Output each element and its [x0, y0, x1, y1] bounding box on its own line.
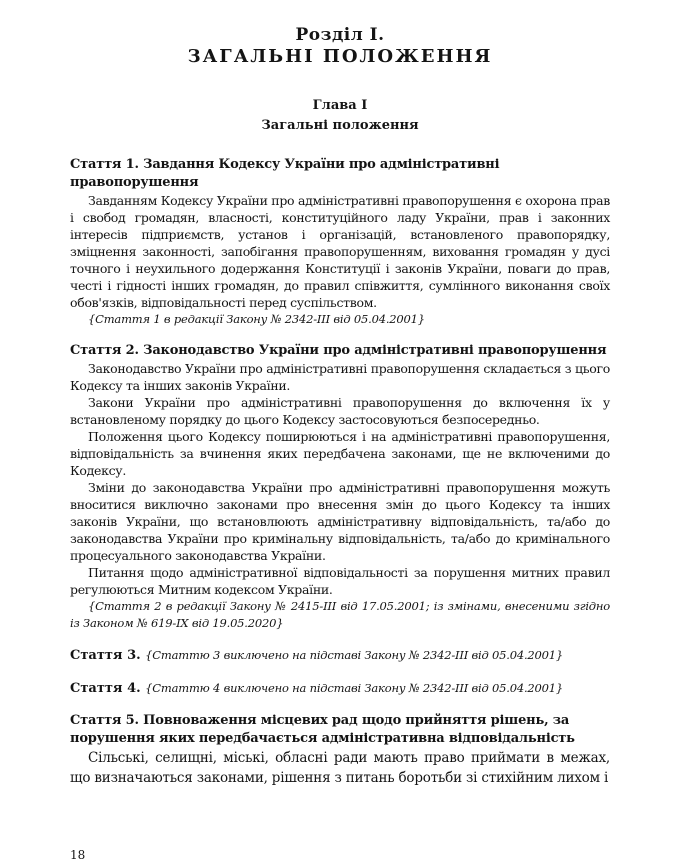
chapter-name: Загальні положення: [261, 118, 419, 133]
chapter-number: Глава I: [312, 98, 368, 113]
section-title: [70, 24, 610, 68]
article-1-title: Стаття 1. Завдання Кодексу України про адміністративні правопорушення: [70, 157, 500, 190]
article-1-note: {Стаття 1 в редакції Закону № 2342-III від 05.04.2001}: [88, 312, 425, 326]
section-number: Розділ I.: [295, 25, 385, 45]
article-2-paragraph: Законодавство України про адміністративні правопорушення складається з цього Кодексу та інших законів України.: [70, 361, 610, 393]
article-1-paragraph: Завданням Кодексу України про адміністративні правопорушення є охорона прав і свобод громадян, власності, конституційного ладу України, прав і законних інтересів підприємств, установ і організацій, встановленого правопорядку, зміцнення законності, запобігання правопорушенням, виховання громадян у дусі точного і неухильного додержання Конституції і законів України, поваги до прав, честі і гідності інших громадян, до правил співжиття, сумлінного виконання своїх обов'язків, відповідальності перед суспільством.: [70, 193, 610, 310]
article-4: [70, 679, 610, 698]
article-2-paragraph: Питання щодо адміністративної відповідальності за порушення митних правил регулюються Митним кодексом України.: [70, 565, 610, 597]
article-2-paragraph: Положення цього Кодексу поширюються і на адміністративні правопорушення, відповідальність за вчинення яких передбачена законами, ще не включеними до Кодексу.: [70, 429, 610, 478]
article-5-title: Стаття 5. Повноваження місцевих рад щодо прийняття рішень, за порушення яких передбачається адміністративна відповідальність: [70, 713, 575, 746]
page-number: 18: [70, 848, 86, 862]
article-3-note: {Статтю 3 виключено на підставі Закону № 2342-III від 05.04.2001}: [145, 648, 563, 662]
article-4-note: {Статтю 4 виключено на підставі Закону № 2342-III від 05.04.2001}: [145, 681, 563, 695]
chapter-heading: [70, 96, 610, 136]
article-4-label: Стаття 4.: [70, 681, 141, 696]
article-5-paragraph: Сільські, селищні, міські, обласні ради мають право приймати в межах, що визначаються законами, рішення з питань боротьби зі стихійним лихом і: [70, 750, 610, 786]
article-2-note: {Стаття 2 в редакції Закону № 2415-III від 17.05.2001; із змінами, внесеними згідно із Законом № 619-IX від 19.05.2020}: [70, 599, 610, 630]
article-2-paragraph: Зміни до законодавства України про адміністративні правопорушення можуть вноситися виключно законами про внесення змін до цього Кодексу та інших законів України, що встановлюють адміністративну відповідальність, та/або до законодавства України про кримінальну відповідальність, та/або до кримінального процесуального законодавства України.: [70, 480, 610, 563]
document-page: [70, 24, 610, 788]
article-3: [70, 646, 610, 665]
article-3-label: Стаття 3.: [70, 648, 141, 663]
article-2-paragraph: Закони України про адміністративні правопорушення до включення їх у встановленому порядку до цього Кодексу застосовуються безпосередньо.: [70, 395, 610, 427]
article-2-title: Стаття 2. Законодавство України про адміністративні правопорушення: [70, 343, 607, 358]
section-name: ЗАГАЛЬНІ ПОЛОЖЕННЯ: [187, 46, 493, 67]
